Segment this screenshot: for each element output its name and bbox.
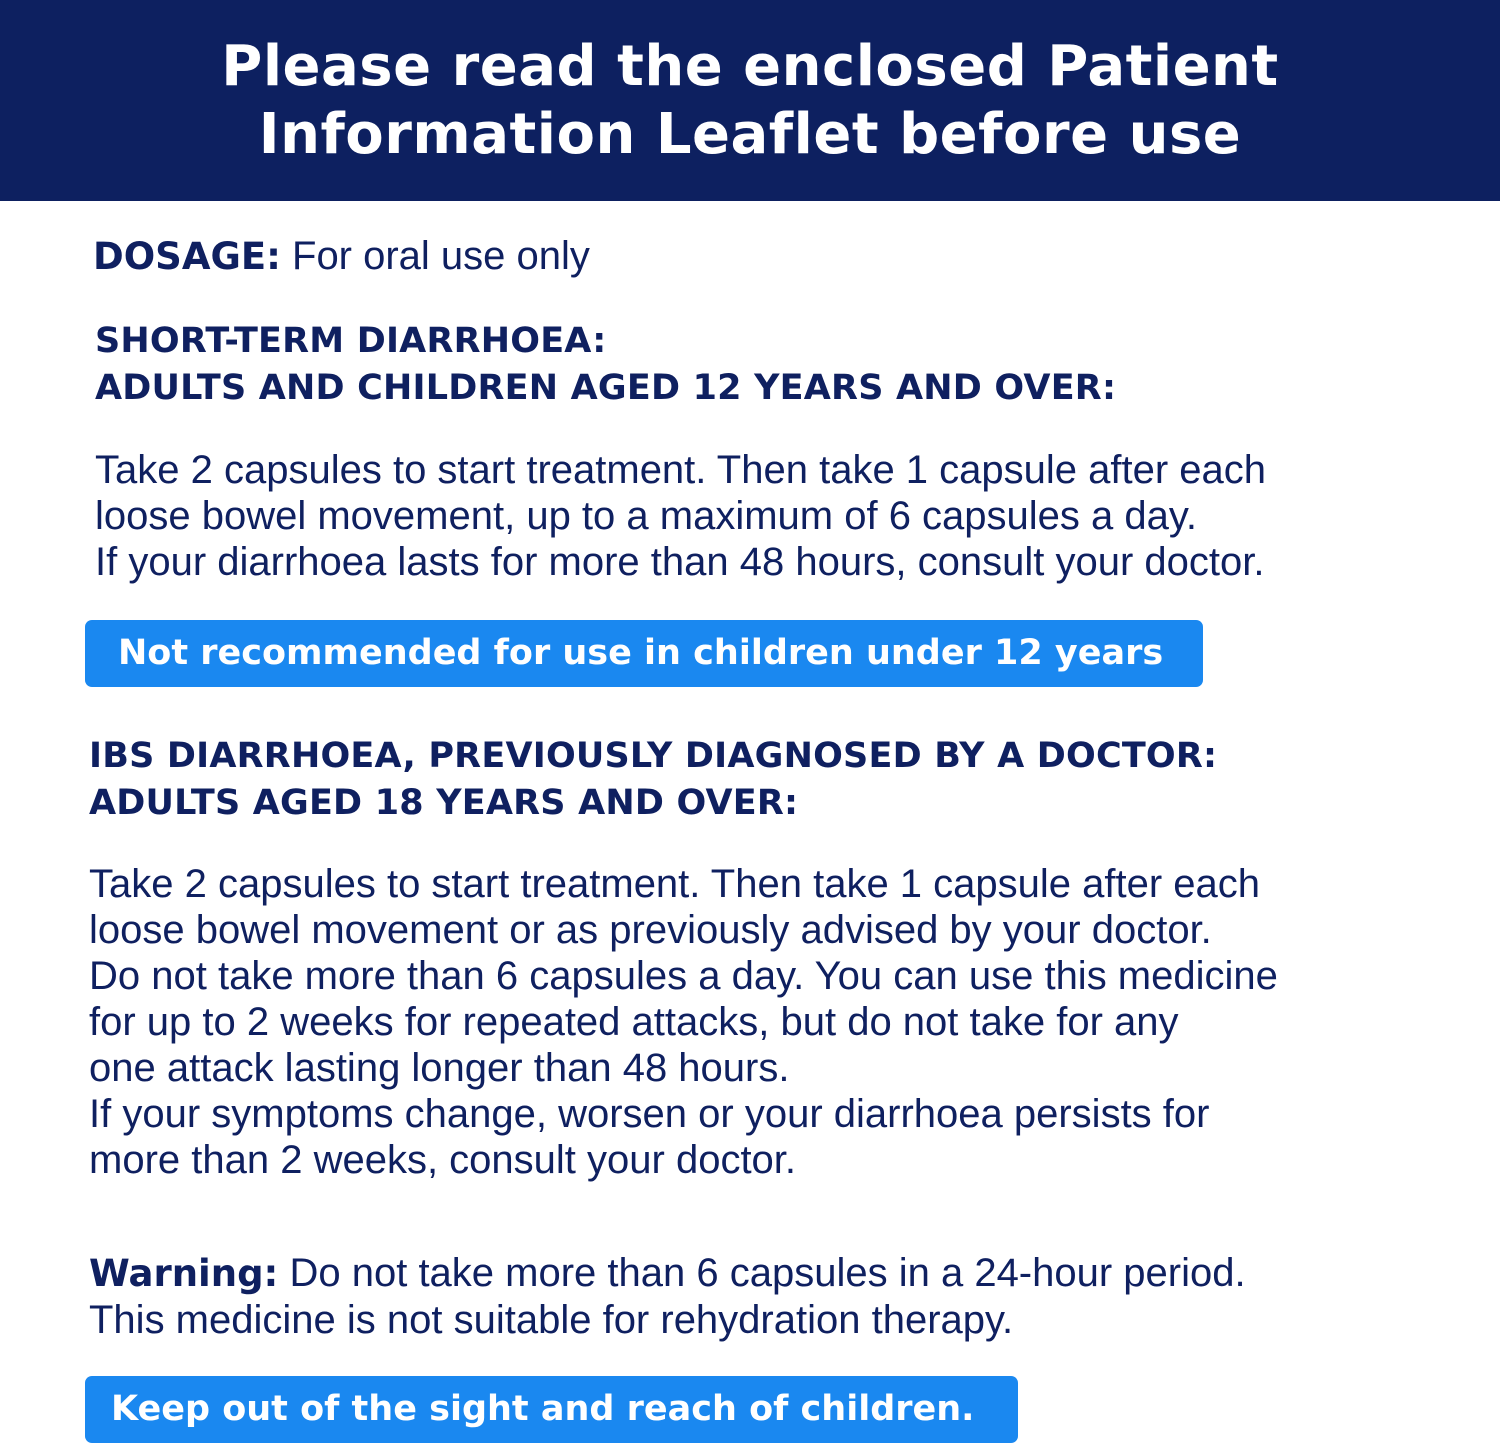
ibs-line-3: Do not take more than 6 capsules a day. You can use this medicine (89, 954, 1278, 998)
ibs-heading-line-2: ADULTS AGED 18 YEARS AND OVER: (89, 783, 799, 823)
short-term-line-1: Take 2 capsules to start treatment. Then take 1 capsule after each (95, 448, 1267, 492)
short-term-line-2: loose bowel movement, up to a maximum of 6 capsules a day. (95, 494, 1198, 538)
banner-line-2: Information Leaflet before use (258, 101, 1242, 167)
ibs-line-6: If your symptoms change, worsen or your diarrhoea persists for (89, 1092, 1210, 1136)
banner-line-1: Please read the enclosed Patient (221, 33, 1279, 99)
dosage-text: For oral use only (280, 234, 590, 278)
dosage-label: DOSAGE: (93, 235, 281, 278)
warning-text: Do not take more than 6 capsules in a 24-hour period. (278, 1251, 1246, 1295)
short-term-instructions (95, 447, 1266, 585)
warning-label: Warning: (89, 1252, 279, 1295)
ibs-line-4: for up to 2 weeks for repeated attacks, but do not take for any (89, 1000, 1179, 1044)
ibs-heading-line-1: IBS DIARRHOEA, PREVIOUSLY DIAGNOSED BY A DOCTOR: (89, 736, 1218, 776)
children-notice-badge: Not recommended for use in children under 12 years (85, 620, 1203, 687)
short-term-line-3: If your diarrhoea lasts for more than 48 hours, consult your doctor. (95, 540, 1265, 584)
leaflet-banner (0, 0, 1500, 201)
dosage-line (93, 228, 590, 285)
short-term-heading (95, 318, 1116, 412)
ibs-instructions (89, 861, 1278, 1183)
ibs-heading (89, 733, 1217, 827)
ibs-line-2: loose bowel movement or as previously advised by your doctor. (89, 908, 1212, 952)
short-term-heading-line-1: SHORT-TERM DIARRHOEA: (95, 321, 607, 361)
warning-block (89, 1250, 1246, 1343)
ibs-line-5: one attack lasting longer than 48 hours. (89, 1046, 790, 1090)
ibs-line-7: more than 2 weeks, consult your doctor. (89, 1138, 797, 1182)
short-term-heading-line-2: ADULTS AND CHILDREN AGED 12 YEARS AND OVER: (95, 368, 1117, 408)
warning-line-2: This medicine is not suitable for rehydration therapy. (89, 1298, 1014, 1342)
reach-notice-badge: Keep out of the sight and reach of children. (85, 1376, 1018, 1443)
ibs-line-1: Take 2 capsules to start treatment. Then take 1 capsule after each (89, 862, 1261, 906)
warning-line-1 (89, 1250, 1246, 1297)
